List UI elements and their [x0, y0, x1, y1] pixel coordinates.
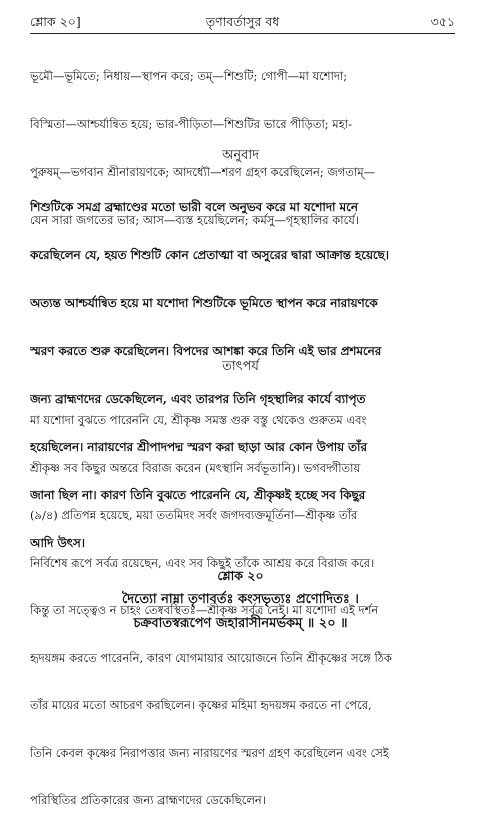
synonyms-line: ভূমৌ—ভূমিতে; নিধায়—স্থাপন করে; তম্—শিশুটি; গোপী—মা যশোদা; [30, 69, 348, 83]
translation-line: স্মরণ করতে শুরু করেছিলেন। বিপদের আশঙ্কা করে তিনি এই ভার প্রশমনের [30, 344, 382, 358]
purport-line: শ্রীকৃষ্ণ সব কিছুর অন্তরে বিরাজ করেন (মৎস্থানি সর্বভূতানি)। ভগবদ্গীতায় [30, 460, 361, 475]
purport-line: কিন্তু তা সত্ত্বেও ন চাহং তেষ্ববস্থিতঃ—শ্রীকৃষ্ণ সর্বত্র নেই। মা যশোদা এই দর্শন [30, 603, 379, 617]
translation-line: অত্যন্ত আশ্চর্যান্বিত হয়ে মা যশোদা শিশুটিকে ভূমিতে স্থাপন করে নারায়ণকে [30, 296, 378, 310]
translation-heading: অনুবাদ [222, 148, 259, 163]
translation-line: শিশুটিকে সমগ্র ব্রহ্মাণ্ডের মতো ভারী বলে অনুভব করে মা যশোদা মনে [30, 200, 358, 214]
header-verse-ref: শ্লোক ২০] [30, 14, 81, 29]
purport-line: তাঁর মায়ের মতো আচরণ করছিলেন। কৃষ্ণের মহিমা হৃদয়ঙ্গম করতে না পেরে, [30, 698, 372, 712]
header-chapter-title: তৃণাবর্তাসুর বধ [205, 14, 280, 29]
header-rule [30, 33, 455, 34]
purport-heading: তাৎপর্য [222, 359, 259, 374]
synonyms-line: যেন সারা জগতের ভার; আস—ব্যস্ত হয়েছিলেন; কর্মসু—গৃহস্থালির কার্যে। [30, 213, 359, 227]
verse-line: দৈত্যো নাম্না তৃণাবর্তঃ কংসভৃত্যঃ প্রণোদিতঃ । [122, 592, 359, 607]
translation-line: জন্য ব্রাহ্মণদের ডেকেছিলেন, এবং তারপর তিনি গৃহস্থালির কার্যে ব্যাপৃত [30, 392, 366, 406]
purport-line: (৯/৪) প্রতিপন্ন হয়েছে, ময়া ততমিদং সর্বং জগদব্যক্তমূর্তিনা—শ্রীকৃষ্ণ তাঁর [30, 508, 358, 522]
purport-line: হৃদয়ঙ্গম করতে পারেননি, কারণ যোগমায়ার আয়োজনে তিনি শ্রীকৃষ্ণের সঙ্গে ঠিক [30, 650, 392, 665]
translation-line: জানা ছিল না। কারণ তিনি বুঝতে পারেননি যে, শ্রীকৃষ্ণই হচ্ছে সব কিছুর [30, 488, 366, 502]
synonyms-line: বিস্মিতা—আশ্চর্যান্বিত হয়ে; ভার-পীড়িতা—শিশুটির ভারে পীড়িতা; মহা- [30, 117, 352, 131]
purport-line: তিনি কেবল কৃষ্ণের নিরাপত্তার জন্য নারায়ণের স্মরণ গ্রহণ করেছিলেন এবং সেই [30, 745, 389, 760]
verse-line: চক্রবাতস্বরূপেণ জহারাসীনমর্ভকম্ ॥ ২০ ॥ [133, 616, 348, 631]
purport-line: মা যশোদা বুঝতে পারেননি যে, শ্রীকৃষ্ণ সমস্ত গুরু বস্তু থেকেও গুরুতম এবং [30, 413, 367, 427]
page-number: ৩৫১ [430, 14, 455, 29]
sloka-heading: শ্লোক ২০ [217, 568, 264, 583]
translation-line: আদি উৎস। [30, 536, 85, 550]
translation-line: করেছিলেন যে, হয়ত শিশুটি কোন প্রেতাত্মা বা অসুরের দ্বারা আক্রান্ত হয়েছে। [30, 248, 390, 262]
running-header [30, 14, 455, 32]
synonyms-line: পুরুষম্—ভগবান শ্রীনারায়ণকে; আদধ্যৌ—শরণ গ্রহণ করেছিলেন; জগতাম্— [30, 165, 376, 179]
translation-line: হয়েছিলেন। নারায়ণের শ্রীপাদপদ্ম স্মরণ করা ছাড়া আর কোন উপায় তাঁর [30, 440, 367, 454]
purport-line: নির্বিশেষ রূপে সর্বত্র রয়েছেন, এবং সব কিছুই তাঁকে আশ্রয় করে বিরাজ করে। [30, 555, 375, 570]
purport-line: পরিস্থিতির প্রতিকারের জন্য ব্রাহ্মণদের ডেকেছিলেন। [30, 793, 266, 807]
